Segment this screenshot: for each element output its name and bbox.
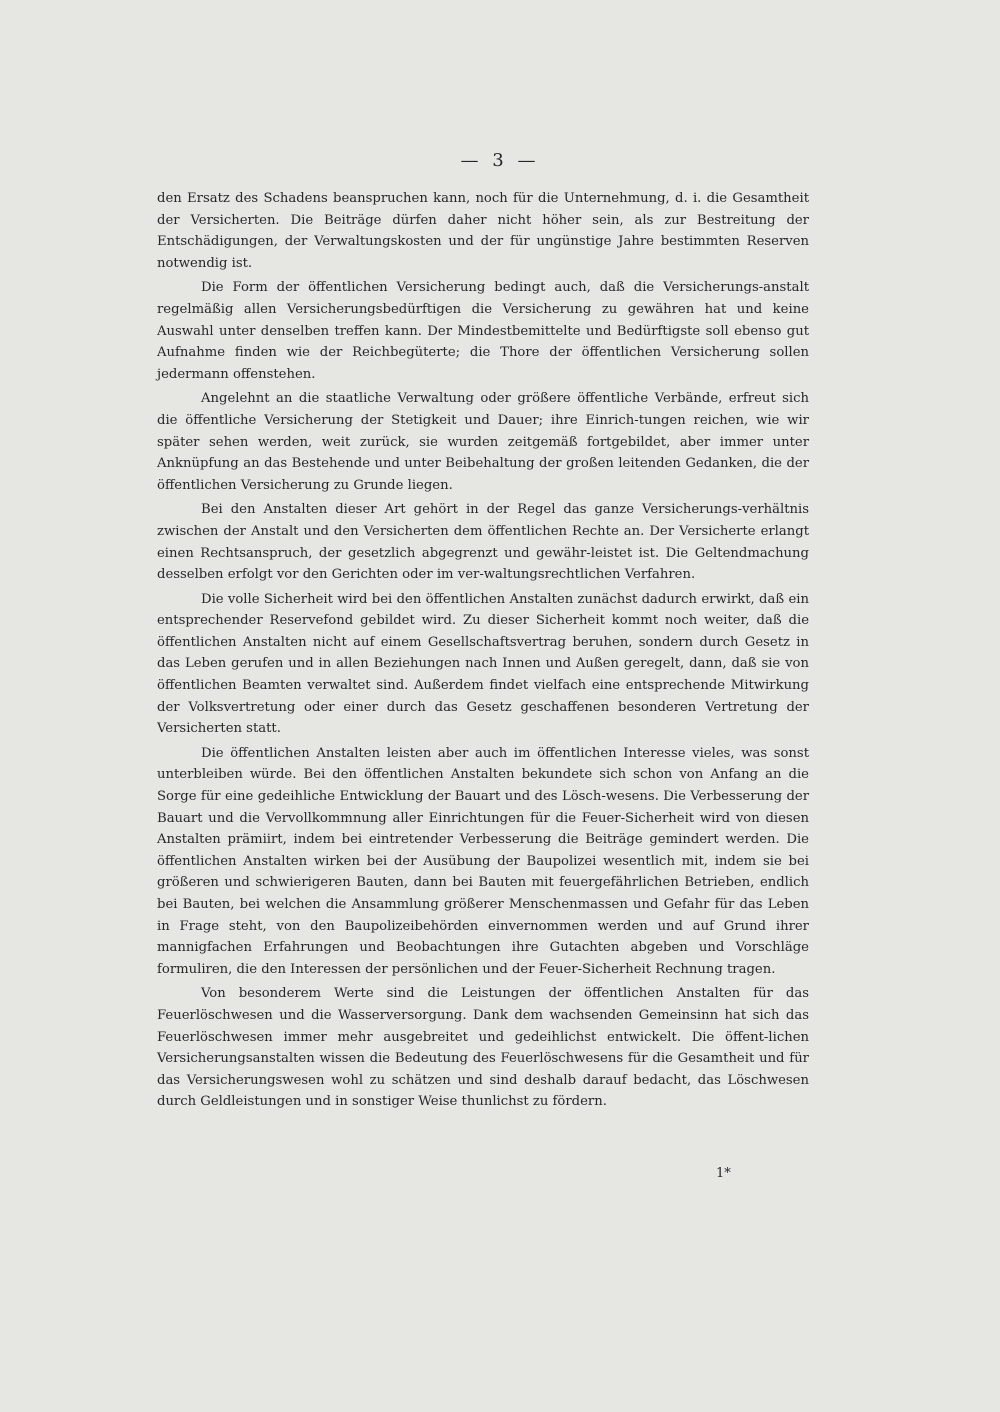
paragraph-2: Die Form der öffentlichen Versicherung bedingt auch, daß die Versicherungs-anstalt regelmäßig allen Versicherungsbedürftigen die Versicherung zu gewähren hat und keine Auswahl unter denselben treffen kann. Der Mindestbemittelte und Bedürftigste soll ebenso gut Aufnahme finden wie der Reichbegüterte; die Thore der öffentlichen Versicherung sollen jedermann offenstehen. xyxy=(157,280,809,382)
signature-mark: 1* xyxy=(716,1166,731,1181)
paragraph-4: Bei den Anstalten dieser Art gehört in der Regel das ganze Versicherungs-verhältnis zwischen der Anstalt und den Versicherten dem öffentlichen Rechte an. Der Versicherte erlangt einen Rechtsanspruch, der gesetzlich abgegrenzt und gewähr-leistet ist. Die Geltendmachung desselben erfolgt vor den Gerichten oder im ver-waltungsrechtlichen Verfahren. xyxy=(157,502,809,583)
paragraph-6: Die öffentlichen Anstalten leisten aber auch im öffentlichen Interesse vieles, was sonst unterbleiben würde. Bei den öffentlichen Anstalten bekundete sich schon von Anfang an die Sorge für eine gedeihliche Entwicklung der Bauart und des Lösch-wesens. Die Verbesserung der Bauart und die Vervollkommnung aller Einrichtungen für die Feuer-Sicherheit wird von diesen Anstalten prämiirt, indem bei eintretender Verbesserung die Beiträge gemindert werden. Die öffentlichen Anstalten wirken bei der Ausübung der Baupolizei wesentlich mit, indem sie bei größeren und schwierigeren Bauten, dann bei Bauten mit feuergefährlichen Betrieben, endlich bei Bauten, bei welchen die Ansammlung größerer Menschenmassen und Gefahr für das Leben in Frage steht, von den Baupolizeibehörden einvernommen werden und auf Grund ihrer mannigfachen Erfahrungen und Beobachtungen ihre Gutachten abgeben und Vorschläge formuliren, die den Interessen der persönlichen und der Feuer-Sicherheit Rechnung tragen. xyxy=(157,745,809,977)
paragraph-5: Die volle Sicherheit wird bei den öffentlichen Anstalten zunächst dadurch erwirkt, daß ein entsprechender Reservefond gebildet wird. Zu dieser Sicherheit kommt noch weiter, daß die öffentlichen Anstalten nicht auf einem Gesellschaftsvertrag beruhen, sondern durch Gesetz in das Leben gerufen und in allen Beziehungen nach Innen und Außen geregelt, dann, daß sie von öffentlichen Beamten verwaltet sind. Außerdem findet vielfach eine entsprechende Mitwirkung der Volksvertretung oder einer durch das Gesetz geschaffenen besonderen Vertretung der Versicherten statt. xyxy=(157,591,809,737)
body-text xyxy=(157,188,809,1116)
page-number: — 3 — xyxy=(460,150,540,171)
paragraph-7: Von besonderem Werte sind die Leistungen der öffentlichen Anstalten für das Feuerlöschwesen und die Wasserversorgung. Dank dem wachsenden Gemeinsinn hat sich das Feuerlöschwesen immer mehr ausgebreitet und gedeihlichst entwickelt. Die öffent-lichen Versicherungsanstalten wissen die Bedeutung des Feuerlöschwesens für die Gesamtheit und für das Versicherungswesen wohl zu schätzen und sind deshalb darauf bedacht, das Löschwesen durch Geldleistungen und in sonstiger Weise thunlichst zu fördern. xyxy=(157,986,809,1110)
paragraph-3: Angelehnt an die staatliche Verwaltung oder größere öffentliche Verbände, erfreut sich die öffentliche Versicherung der Stetigkeit und Dauer; ihre Einrich-tungen reichen, wie wir später sehen werden, weit zurück, sie wurden zeitgemäß fortgebildet, aber immer unter Anknüpfung an das Bestehende und unter Beibehaltung der großen leitenden Gedanken, die der öffentlichen Versicherung zu Grunde liegen. xyxy=(157,391,809,493)
paragraph-1: den Ersatz des Schadens beanspruchen kann, noch für die Unternehmung, d. i. die Gesamtheit der Versicherten. Die Beiträge dürfen daher nicht höher sein, als zur Bestreitung der Entschädigungen, der Verwaltungskosten und der für ungünstige Jahre bestimmten Reserven notwendig ist. xyxy=(157,191,809,271)
